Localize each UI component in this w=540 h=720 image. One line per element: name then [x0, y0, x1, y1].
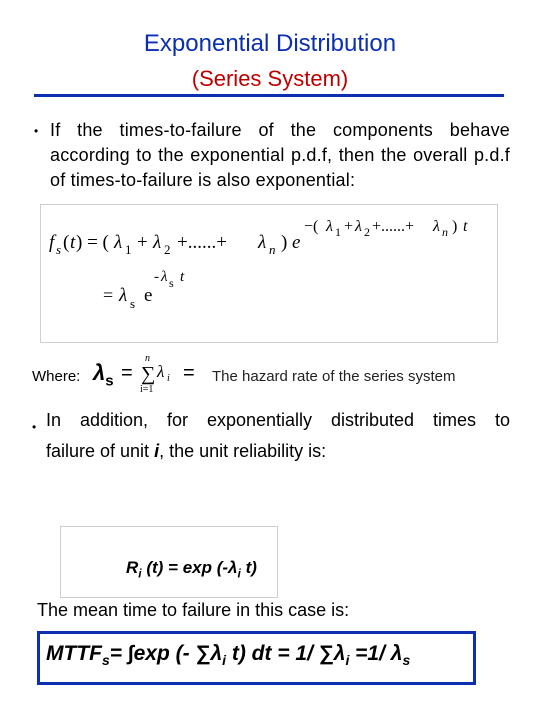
svg-text:s: s	[130, 296, 136, 311]
svg-text:λ: λ	[114, 232, 123, 253]
svg-text:s: s	[56, 242, 62, 257]
pdf-formula	[41, 205, 497, 342]
bullet-icon: •	[32, 420, 37, 434]
svg-text:+......+: +......+	[177, 232, 227, 253]
svg-text:=: =	[103, 285, 114, 305]
svg-text:): )	[452, 218, 458, 235]
where-label: Where:	[32, 368, 81, 385]
svg-text:t: t	[180, 269, 185, 285]
equals-sign-2: =	[183, 362, 195, 384]
bullet-text-2-line1: In addition, for exponentially distributed times to	[46, 410, 510, 430]
system-hazard-symbol: $\lambda_s$	[93, 360, 114, 390]
svg-text:λ: λ	[258, 232, 267, 253]
formula-box	[40, 204, 498, 343]
svg-text:+: +	[344, 218, 354, 235]
svg-text:1: 1	[335, 225, 341, 239]
hazard-rate-description: The hazard rate of the series system	[212, 368, 456, 385]
svg-text:): )	[281, 232, 288, 253]
svg-text:n: n	[269, 242, 276, 257]
svg-text:n: n	[442, 225, 448, 239]
page-title: Exponential Distribution	[143, 30, 397, 57]
reliability-formula: $R_i$ $(t) = \exp (-\lambda_i$ t)	[126, 558, 257, 581]
svg-text:+: +	[137, 232, 148, 253]
bullet-icon: •	[34, 124, 39, 138]
svg-text:e: e	[292, 232, 301, 253]
svg-text:−(: −(	[304, 218, 319, 235]
svg-text:1: 1	[125, 242, 132, 257]
svg-text:λ: λ	[153, 232, 162, 253]
svg-text:t: t	[70, 232, 76, 253]
svg-text:λ: λ	[355, 218, 362, 235]
svg-text:i: i	[167, 373, 170, 384]
svg-text:f: f	[49, 232, 55, 253]
bullet-text-1: If the times-to-failure of the components behave according to the exponential p.d.f, then the overall p.d.f of times-to-failure is also exponential:	[50, 120, 510, 190]
svg-text:∑: ∑	[141, 363, 156, 385]
mttf-intro-text: The mean time to failure in this case is:	[37, 600, 350, 620]
mttf-formula: $MTTF_s= \int\exp$ (- $\sum\lambda_i$ t) dt = 1/ $\sum\lambda_i =1/$ $\lambda_s$	[46, 642, 411, 669]
bullet-text-2-line2: failure of unit i, the unit reliability is:	[46, 441, 327, 461]
sum-expression	[140, 350, 180, 394]
svg-text:2: 2	[364, 225, 370, 239]
equals-sign: =	[121, 362, 133, 384]
svg-text:e: e	[144, 285, 153, 306]
svg-text:+......+: +......+	[372, 218, 415, 235]
page-subtitle: (Series System)	[191, 66, 349, 91]
svg-text:i=1: i=1	[140, 384, 154, 394]
svg-text:s: s	[169, 276, 174, 290]
svg-text:(: (	[63, 232, 70, 253]
svg-text:λ: λ	[433, 218, 440, 235]
svg-text:λ: λ	[157, 362, 165, 381]
svg-text:2: 2	[164, 242, 171, 257]
svg-text:t: t	[463, 218, 468, 235]
svg-text:-: -	[154, 269, 159, 285]
svg-text:n: n	[145, 353, 150, 364]
svg-text:λ: λ	[326, 218, 333, 235]
svg-text:λ: λ	[119, 285, 128, 306]
svg-text:) = (: ) = (	[76, 232, 109, 253]
title-underline	[34, 94, 504, 97]
svg-text:λ: λ	[161, 269, 168, 285]
